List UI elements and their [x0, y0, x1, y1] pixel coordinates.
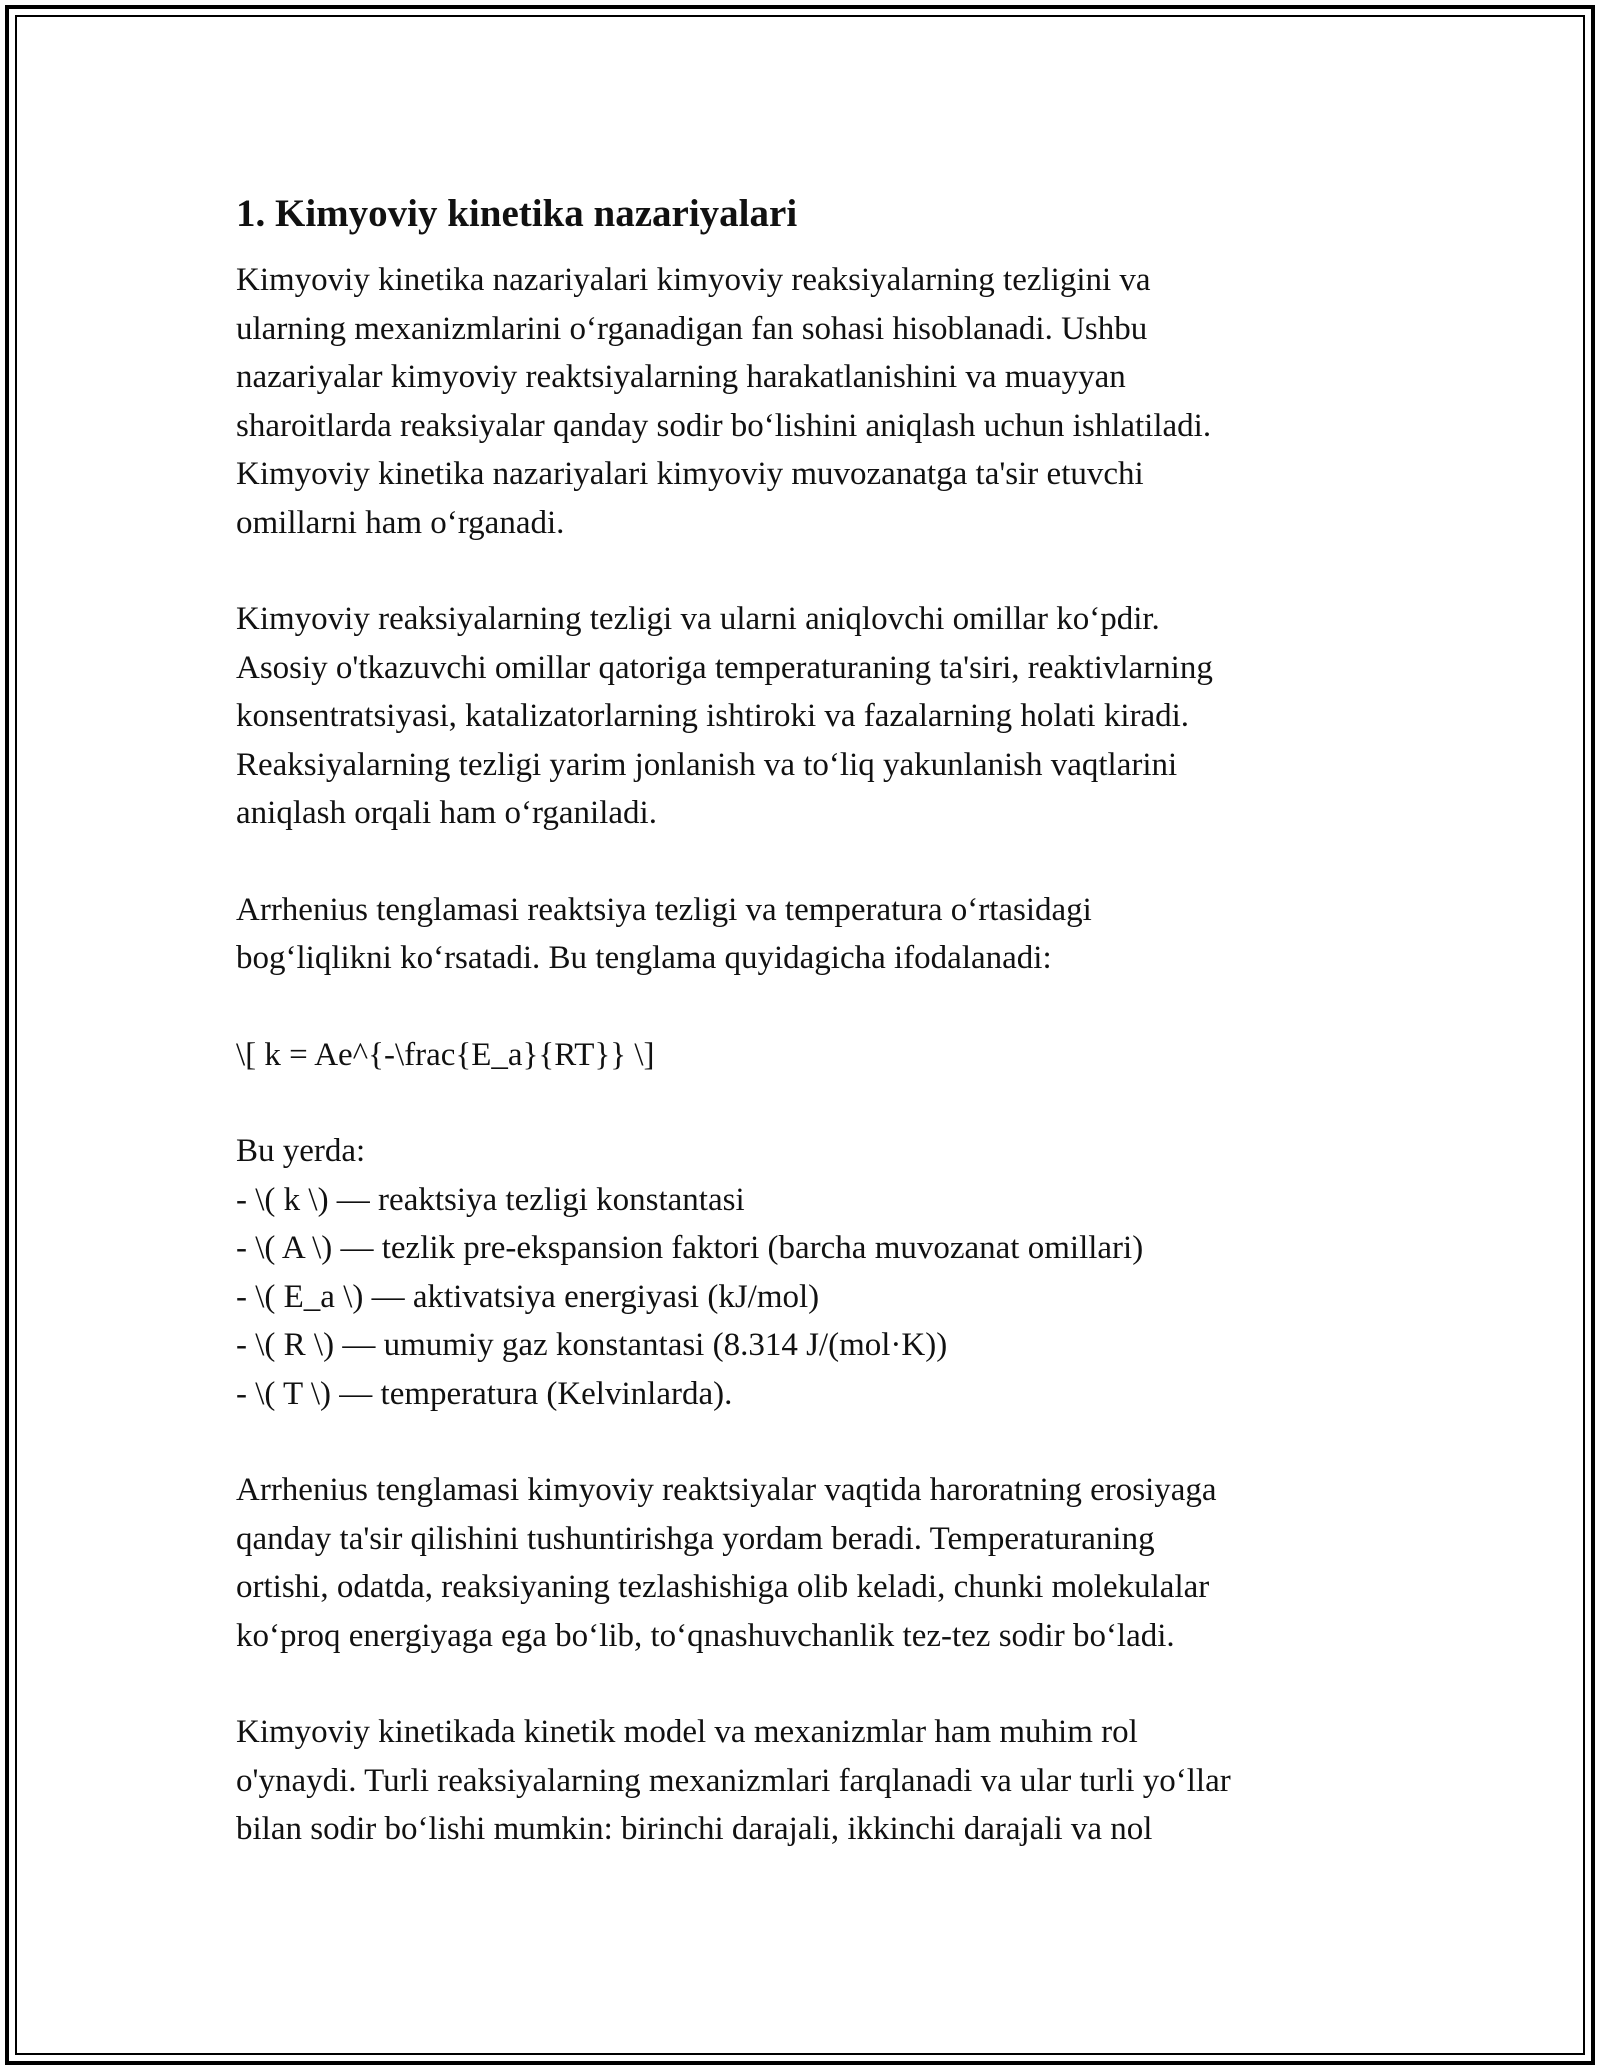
arrhenius-formula: \[ k = Ae^{-\frac{E_a}{RT}} \]	[236, 1036, 655, 1073]
section-heading: 1. Kimyoviy kinetika nazariyalari	[236, 192, 798, 235]
definitions-list	[236, 1127, 1376, 1418]
paragraph-temperature-effect: Arrhenius tenglamasi kimyoviy reaktsiyalar vaqtida haroratning erosiyaga qanday ta'sir qilishini tushuntirishga yordam beradi. Temperaturaning ortishi, odatda, reaksiyaning tezlashishiga olib keladi, chunki molekulalar ko‘proq energiyaga ega bo‘lib, to‘qnashuvchanlik tez-tez sodir bo‘ladi.	[236, 1472, 1217, 1654]
paragraph-intro: Kimyoviy kinetika nazariyalari kimyoviy reaksiyalarning tezligini va ularning mexanizmlarini o‘rganadigan fan sohasi hisoblanadi. Ushbu nazariyalar kimyoviy reaktsiyalarning harakatlanishini va muayyan sharoitlarda reaksiyalar qanday sodir bo‘lishini aniqlash uchun ishlatiladi. Kimyoviy kinetika nazariyalari kimyoviy muvozanatga ta'sir etuvchi omillarni ham o‘rganadi.	[236, 262, 1212, 541]
definition-item: - \( R \) — umumiy gaz konstantasi (8.314 J/(mol·K))	[236, 1327, 948, 1363]
definition-item: - \( T \) — temperatura (Kelvinlarda).	[236, 1375, 733, 1412]
paragraph-mechanisms: Kimyoviy kinetikada kinetik model va mexanizmlar ham muhim rol o'ynaydi. Turli reaksiyalarning mexanizmlari farqlanadi va ular turli yo‘llar bilan sodir bo‘lishi mumkin: birinchi darajali, ikkinchi darajali va nol	[236, 1714, 1231, 1847]
paragraph-arrhenius-intro: Arrhenius tenglamasi reaktsiya tezligi va temperatura o‘rtasidagi bog‘liqlikni ko‘rsatadi. Bu tenglama quyidagicha ifodalanadi:	[236, 891, 1092, 976]
definition-item: - \( k \) — reaktsiya tezligi konstantasi	[236, 1181, 745, 1218]
definitions-intro: Bu yerda:	[236, 1133, 366, 1169]
paragraph-factors: Kimyoviy reaksiyalarning tezligi va ularni aniqlovchi omillar ko‘pdir. Asosiy o'tkazuvchi omillar qatoriga temperaturaning ta'siri, reaktivlarning konsentratsiyasi, katalizatorlarning ishtiroki va fazalarning holati kiradi. Reaksiyalarning tezligi yarim jonlanish va to‘liq yakunlanish vaqtlarini aniqlash orqali ham o‘rganiladi.	[236, 601, 1213, 831]
definition-item: - \( A \) — tezlik pre-ekspansion faktori (barcha muvozanat omillari)	[236, 1230, 1144, 1266]
document-body	[236, 186, 1376, 1902]
definition-item: - \( E_a \) — aktivatsiya energiyasi (kJ/mol)	[236, 1278, 820, 1315]
